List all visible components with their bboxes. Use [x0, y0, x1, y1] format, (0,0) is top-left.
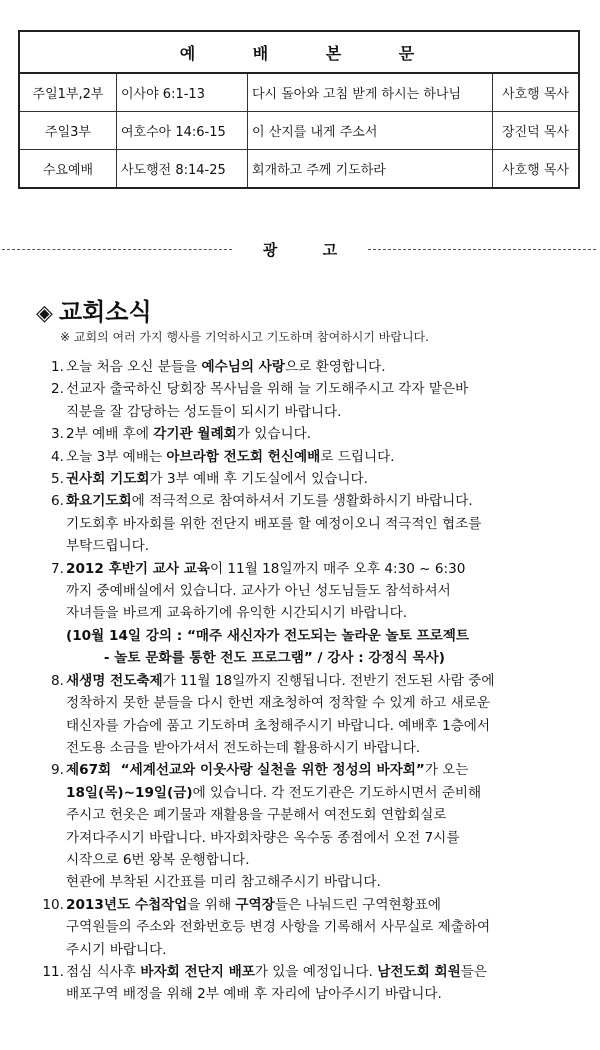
- news-item-body: [66, 558, 566, 670]
- news-item: [0, 759, 600, 893]
- news-item-line: [66, 535, 566, 557]
- body-text: 배포구역 배정을 위해 2부 예배 후 자리에 남아주시기 바랍니다.: [66, 986, 442, 1003]
- body-text: 로 드립니다.: [320, 448, 395, 465]
- news-item-line: [66, 468, 566, 490]
- news-item: [0, 468, 600, 490]
- sermon-title: 다시 돌아와 고침 받게 하시는 하나님: [248, 73, 493, 112]
- news-item-line: [66, 894, 566, 916]
- news-item-body: [66, 423, 566, 445]
- news-item-number: 1.: [51, 359, 64, 375]
- news-item: [0, 961, 600, 1006]
- news-item-number: 2.: [51, 381, 64, 398]
- body-text: 점심 식사후: [66, 963, 141, 980]
- body-text: 주시고 헌옷은 폐기물과 재활용을 구분해서 여전도회 연합회실로: [66, 807, 447, 824]
- body-text: 자녀들을 바르게 교육하기에 유익한 시간되시기 바랍니다.: [66, 605, 408, 622]
- emphasis-text: (10월 14일 강의 : “매주 새신자가 전도되는 놀라운 놀토 프로젝트: [66, 627, 470, 644]
- news-item-number: 5.: [51, 471, 64, 488]
- preacher: 사호행 목사: [493, 73, 580, 112]
- news-item-body: [66, 356, 566, 378]
- news-item-line: [66, 602, 566, 624]
- news-item: [0, 490, 600, 557]
- news-item-number: 6.: [51, 493, 64, 510]
- news-item-line: [66, 871, 566, 893]
- news-item-line: [66, 446, 566, 468]
- body-text: 에 있습니다. 각 전도기관은 기도하시면서 준비해: [192, 784, 482, 801]
- news-item-line: [66, 737, 566, 759]
- scripture-ref: 여호수아 14:6-15: [117, 112, 248, 150]
- body-text: 들은: [460, 963, 487, 980]
- emphasis-text: 남전도회 회원: [377, 963, 461, 980]
- news-item-line: [66, 490, 566, 512]
- news-item-line: [66, 401, 566, 423]
- sermon-title: 이 산지를 내게 주소서: [248, 112, 493, 150]
- news-item-line: [66, 715, 566, 737]
- sermon-title: 회개하고 주께 기도하라: [248, 150, 493, 189]
- news-item-body: [66, 378, 566, 423]
- emphasis-text: 구역장: [235, 896, 275, 913]
- sermon-table: [18, 30, 580, 189]
- body-text: 2부 예배 후에: [66, 426, 154, 443]
- body-text: 가 3부 예배 후 기도실에서 있습니다.: [149, 471, 368, 488]
- diamond-bullet-icon: ◈: [36, 301, 53, 326]
- news-item-number: 8.: [51, 672, 64, 689]
- sermon-table-body: [19, 73, 579, 188]
- church-news-list: [0, 356, 600, 1006]
- body-text: 가 11월 18일까지 진행됩니다. 전반기 전도된 사람 중에: [162, 672, 495, 689]
- service-name: 주일3부: [19, 112, 117, 150]
- news-item-line: [66, 849, 566, 871]
- news-item-body: [66, 961, 566, 1006]
- church-news-title: 교회소식: [58, 298, 152, 326]
- news-item-body: [66, 468, 566, 490]
- news-item-line: [66, 939, 566, 961]
- news-item-line: [66, 670, 566, 692]
- body-text: 정착하지 못한 분들을 다시 한번 재초청하여 정착할 수 있게 하고 새로운: [66, 695, 491, 712]
- body-text: 오늘 3부 예배는: [66, 448, 167, 465]
- news-item-body: [66, 670, 566, 760]
- body-text: 오늘 처음 오신 분들을: [66, 359, 202, 375]
- sermon-row: [19, 73, 579, 112]
- body-text: 부탁드립니다.: [66, 538, 150, 555]
- news-item-line: [66, 804, 566, 826]
- emphasis-text: - 놀토 문화를 통한 전도 프로그램” / 강사 : 강정식 목사): [66, 650, 446, 667]
- preacher: 장진덕 목사: [493, 112, 580, 150]
- news-item-line: [66, 580, 566, 602]
- church-news-note: ※ 교회의 여러 가지 행사를 기억하시고 기도하며 참여하시기 바랍니다.: [60, 330, 429, 344]
- news-item-number: 11.: [42, 963, 64, 980]
- news-item: [0, 446, 600, 468]
- service-name: 수요예배: [19, 150, 117, 189]
- news-item-line: [66, 647, 566, 669]
- body-text: 가 오는: [424, 762, 469, 779]
- emphasis-text: 2013년도 수첩작업: [66, 896, 188, 913]
- news-item-body: [66, 759, 566, 893]
- news-item-body: [66, 490, 566, 557]
- body-text: 현관에 부착된 시간표를 미리 참고해주시기 바랍니다.: [66, 874, 381, 891]
- service-name: 주일1부,2부: [19, 73, 117, 112]
- body-text: 전도용 소금을 받아가셔서 전도하는데 활용하시기 바랍니다.: [66, 739, 421, 756]
- news-item-number: 4.: [51, 448, 64, 465]
- news-item: [0, 423, 600, 445]
- body-text: 에 적극적으로 참여하셔서 기도를 생활화하시기 바랍니다.: [131, 493, 473, 510]
- body-text: 들은 나눠드린 구역현황표에: [274, 896, 442, 913]
- body-text: 까지 중예배실에서 있습니다. 교사가 아닌 성도님들도 참석하셔서: [66, 583, 451, 600]
- emphasis-text: 제67회 “세계선교와 이웃사랑 실천을 위한 정성의 바자회”: [66, 762, 425, 779]
- news-item-line: [66, 356, 566, 378]
- news-item-line: [66, 558, 566, 580]
- news-item-line: [66, 983, 566, 1005]
- news-item-line: [66, 625, 566, 647]
- news-item-line: [66, 423, 566, 445]
- news-item-line: [66, 916, 566, 938]
- emphasis-text: 18일(목)~19일(금): [66, 784, 193, 801]
- scripture-ref: 이사야 6:1-13: [117, 73, 248, 112]
- news-item-line: [66, 827, 566, 849]
- news-item-body: [66, 446, 566, 468]
- body-text: 가 있습니다.: [236, 426, 312, 443]
- body-text: 으로 환영합니다.: [285, 359, 386, 375]
- emphasis-text: 새생명 전도축제: [66, 672, 163, 689]
- news-item: [0, 670, 600, 760]
- news-item-number: 3.: [51, 426, 64, 443]
- dashed-divider-right: [368, 249, 596, 250]
- news-item-body: [66, 894, 566, 961]
- dashed-divider-left: [2, 249, 232, 250]
- emphasis-text: 각기관 월례회: [153, 426, 237, 443]
- emphasis-text: 예수님의 사랑: [201, 359, 285, 375]
- body-text: 선교자 출국하신 당회장 목사님을 위해 늘 기도해주시고 각자 맡은바: [66, 381, 469, 398]
- body-text: 주시기 바랍니다.: [66, 941, 167, 958]
- news-item-line: [66, 759, 566, 781]
- emphasis-text: 2012 후반기 교사 교육: [66, 560, 210, 577]
- news-item-line: [66, 782, 566, 804]
- body-text: 이 11월 18일까지 매주 오후 4:30 ~ 6:30: [209, 560, 466, 577]
- body-text: 가져다주시기 바랍니다. 바자회차량은 옥수동 종점에서 오전 7시를: [66, 829, 460, 846]
- sermon-table-heading: 예 배 본 문: [19, 31, 579, 73]
- announcements-title: 광 고: [262, 241, 358, 259]
- body-text: 을 위해: [187, 896, 236, 913]
- news-item: [0, 894, 600, 961]
- body-text: 태신자를 가슴에 품고 기도하며 초청해주시기 바랍니다. 예배후 1층에서: [66, 717, 491, 734]
- news-item-number: 10.: [42, 896, 64, 913]
- scripture-ref: 사도행전 8:14-25: [117, 150, 248, 189]
- news-item-line: [66, 692, 566, 714]
- preacher: 사호행 목사: [493, 150, 580, 189]
- body-text: 기도회후 바자회를 위한 전단지 배포를 할 예정이오니 적극적인 협조를: [66, 515, 482, 532]
- church-news-heading: [36, 292, 152, 327]
- body-text: 구역원들의 주소와 전화번호등 변경 사항을 기록해서 사무실로 제출하여: [66, 919, 491, 936]
- emphasis-text: 바자회 전단지 배포: [140, 963, 255, 980]
- news-item-line: [66, 378, 566, 400]
- news-item-line: [66, 961, 566, 983]
- news-item-line: [66, 513, 566, 535]
- news-item: [0, 378, 600, 423]
- news-item-number: 9.: [51, 762, 64, 779]
- sermon-row: [19, 112, 579, 150]
- body-text: 시작으로 6번 왕복 운행합니다.: [66, 851, 250, 868]
- emphasis-text: 아브라함 전도회 헌신예배: [166, 448, 321, 465]
- body-text: 가 있을 예정입니다.: [254, 963, 378, 980]
- news-item: [0, 558, 600, 670]
- announcements-header: [0, 236, 600, 262]
- news-item-number: 7.: [51, 560, 64, 577]
- news-item: [0, 356, 600, 378]
- body-text: 직분을 잘 감당하는 성도들이 되시기 바랍니다.: [66, 403, 342, 420]
- sermon-row: [19, 150, 579, 189]
- emphasis-text: 화요기도회: [66, 493, 132, 510]
- emphasis-text: 권사회 기도회: [66, 471, 150, 488]
